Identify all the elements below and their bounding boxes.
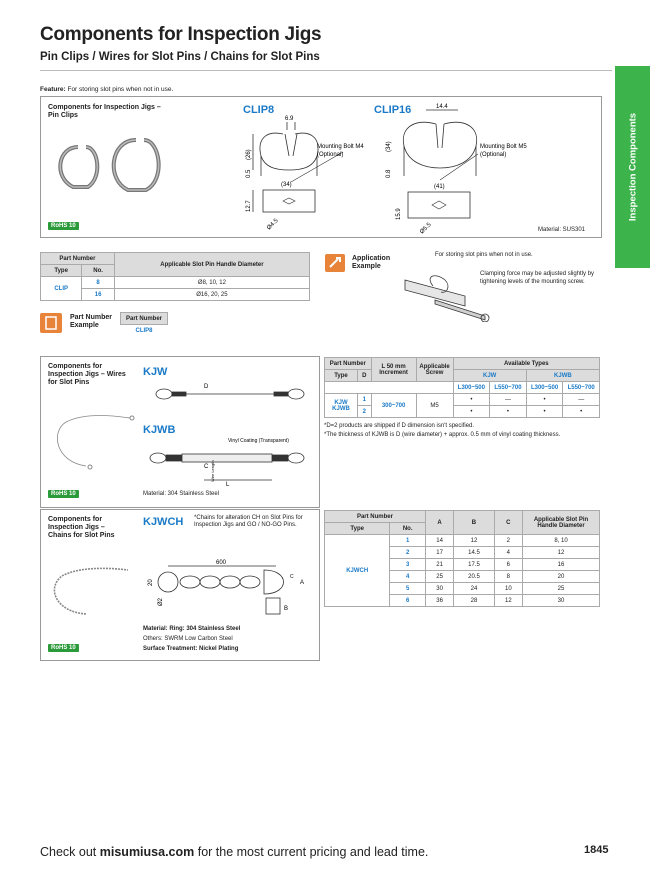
clip16-label: CLIP16 [374,104,412,116]
kjwb-c-label: C [204,464,209,470]
kjw-d-label: D [204,384,209,390]
footer-link[interactable]: misumiusa.com [99,845,195,859]
clip-th-type: Type [41,265,82,277]
chain-a-cell: 36 [425,595,453,607]
clip16-dim-h: (34) [386,141,392,152]
kjwb-label: KJWB [143,424,176,436]
wire-th-d: D [357,370,371,382]
feature-label: Feature: [40,86,66,93]
clip-th-no: No. [82,265,115,277]
chain-no-cell: 2 [390,547,426,559]
chain-c-cell: 4 [494,547,522,559]
wire-d-cell: 1 [357,394,371,406]
chain-no-cell: 6 [390,595,426,607]
table-row [41,289,310,301]
clip-heading: Components for Inspection Jigs – Pin Clips [48,104,161,119]
clip-th-part-number: Part Number [41,253,115,265]
app-example-text1: For storing slot pins when not in use. [435,252,533,258]
chain-rohs-badge: RoHS 10 [48,644,79,652]
wire-th-available: Available Types [453,358,599,370]
clip8-hole [283,198,295,204]
chain-th-a: A [425,511,453,535]
table-row [325,394,600,406]
wrench-icon [325,254,345,272]
wire-type-kjw: KJW [334,399,348,406]
chain-a-cell: 21 [425,559,453,571]
chain-dim-600: 600 [216,560,227,566]
wire-sub-header: L300~500 [453,382,490,394]
kjwb-wire-length-label: Wire Length [210,460,215,482]
kjwch-label: KJWCH [143,516,184,528]
chain-b-cell: 12 [454,535,494,547]
part-number-example-table [120,312,168,336]
clip8-label: CLIP8 [243,104,275,116]
clip16-dim-base: 15.9 [396,208,402,220]
wire-mark-cell: • [563,406,600,418]
chain-th-part-number: Part Number [325,511,426,523]
chain-a-cell: 17 [425,547,453,559]
part-number-example-icon [40,313,62,333]
chain-no-cell: 4 [390,571,426,583]
chain-b-cell: 28 [454,595,494,607]
chain-th-applicable: Applicable Slot Pin Handle Diameter [523,511,600,535]
chain-no-cell: 5 [390,583,426,595]
wire-sub-header: L550~700 [563,382,600,394]
app-example-icon [325,254,345,272]
clip8-dim-phi: Ø4.5 [266,217,280,232]
page-number: 1845 [584,844,609,856]
chain-b-cell: 17.5 [454,559,494,571]
chain-no-cell: 3 [390,559,426,571]
feature-text: For storing slot pins when not in use. [67,86,174,93]
clip8-dim-w: (34) [281,182,292,188]
chain-material-1: Material: Ring: 304 Stainless Steel [143,626,241,632]
app-example-text2: Clamping force may be adjusted slightly by tightening levels of the mounting screw. [480,271,595,285]
chain-c-cell: 12 [494,595,522,607]
chain-dim-a: A [300,580,305,586]
chain-d-cell: 8, 10 [523,535,600,547]
wire-sub-header: L550~700 [490,382,527,394]
clip8-dim-h: (26) [246,149,252,160]
clip8-dim-s: 0.5 [246,169,252,178]
chain-dim-c: C [290,574,294,580]
chain-th-b: B [454,511,494,535]
wire-th-part-number: Part Number [325,358,372,370]
chain-b-cell: 20.5 [454,571,494,583]
chain-material-2: Others: SWRM Low Carbon Steel [143,636,233,642]
clip8-bolt: Mounting Bolt M4 [317,144,364,150]
chain-b-cell: 24 [454,583,494,595]
wire-rohs-badge: RoHS 10 [48,490,79,498]
clip8-optional: (Optional) [317,152,344,158]
kjwb-vinyl-label: Vinyl Coating (Transparent) [228,438,289,444]
wire-mark-cell: • [453,406,490,418]
chain-heading: Components for Inspection Jigs – Chains for Slot Pins [48,516,115,539]
pin-clip-photo [48,132,174,200]
document-icon [40,313,62,333]
wire-th-l: L 50 mm Increment [371,358,416,382]
part-number-example-label: Part Number Example [70,314,113,329]
wire-th-kjwb: KJWB [526,370,599,382]
chain-d-cell: 20 [523,571,600,583]
chain-c-cell: 2 [494,535,522,547]
clip16-bolt: Mounting Bolt M5 [480,144,527,150]
wire-heading: Components for Inspection Jigs – Wires for Slot Pins [48,363,126,386]
side-tab[interactable] [615,66,650,268]
wire-d-cell: 2 [357,406,371,418]
chain-d-cell: 30 [523,595,600,607]
chain-b-cell: 14.5 [454,547,494,559]
kjwb-drawing [144,436,314,486]
chain-a-cell: 25 [425,571,453,583]
clip8-dim-top: 6.9 [285,116,294,122]
page-title: Components for Inspection Jigs [40,24,322,45]
clip-dia-cell: Ø8, 10, 12 [114,277,309,289]
pn-example-head: Part Number [121,313,168,325]
kjw-label: KJW [143,366,168,378]
wire-screw-cell: M5 [416,394,453,418]
clip16-dim-w: (41) [434,184,445,190]
wire-sub-header: L300~500 [526,382,563,394]
feature-line [40,86,173,93]
chain-dim-20: 20 [148,579,154,586]
chain-d-cell: 25 [523,583,600,595]
table-row [325,406,600,418]
clip-material: Material: SUS301 [538,227,586,233]
wire-mark-cell: • [453,394,490,406]
app-example-drawing [395,266,495,322]
chain-no-cell: 1 [390,535,426,547]
footer-pre: Check out [40,845,100,859]
app-example-label: Application Example [352,255,391,270]
clip16-dim-phi: Ø5.5 [419,221,433,236]
chain-th-type: Type [325,523,390,535]
table-row [325,535,600,547]
chain-d-cell: 16 [523,559,600,571]
clip-table [40,252,310,301]
chain-th-c: C [494,511,522,535]
clip-type-cell: CLIP [41,277,82,301]
wire-l-cell: 300~700 [371,394,416,418]
wire-mark-cell: • [490,406,527,418]
clip16-hole [432,201,446,209]
clip-th-applicable: Applicable Slot Pin Handle Diameter [114,253,309,277]
chain-th-no: No. [390,523,426,535]
clip16-dim-top: 14.4 [436,104,448,110]
table-row [41,277,310,289]
wire-type-kjwb: KJWB [332,405,350,412]
page-subtitle: Pin Clips / Wires for Slot Pins / Chains for Slot Pins [40,51,320,63]
footer-post: for the most current pricing and lead time. [194,845,429,859]
clip16-dim-s: 0.8 [386,169,392,178]
wire-material: Material: 304 Stainless Steel [143,491,220,497]
footer-text [40,845,428,859]
wire-table [324,357,600,418]
chain-drawing [140,558,316,620]
chain-a-cell: 30 [425,583,453,595]
chain-phi-2: Ø2 [158,597,164,606]
clip8-dim-base: 12.7 [246,200,252,212]
chain-material-3: Surface Treatment: Nickel Plating [143,646,239,652]
wire-mark-cell: • [526,406,563,418]
chain-a-cell: 14 [425,535,453,547]
kjwb-l-label: L [226,482,230,486]
chain-c-cell: 6 [494,559,522,571]
header-rule [40,70,612,71]
wire-loop-drawing [46,412,136,472]
clip-no-cell: 16 [82,289,115,301]
clip-dia-cell: Ø16, 20, 25 [114,289,309,301]
kjw-drawing [150,378,310,408]
wire-note-1: *D=2 products are shipped if D dimension isn't specified. [324,423,475,429]
chain-table [324,510,600,607]
chain-c-cell: 10 [494,583,522,595]
clip8-drawing [225,112,375,238]
wire-th-type: Type [325,370,358,382]
chain-note: *Chains for alteration CH on Slot Pins for Inspection Jigs and GO / NO-GO Pins. [194,515,303,528]
wire-mark-cell: • [526,394,563,406]
wire-mark-cell: — [490,394,527,406]
wire-th-screw: Applicable Screw [416,358,453,382]
chain-loop-drawing [44,566,134,618]
wire-note-2: *The thickness of KJWB is D (wire diameter) + approx. 0.5 mm of vinyl coating thickness. [324,432,561,438]
clip16-drawing [370,100,550,238]
chain-dim-b: B [284,606,289,612]
clip-no-cell: 8 [82,277,115,289]
chain-c-cell: 8 [494,571,522,583]
clip-rohs-badge: RoHS 10 [48,222,79,230]
wire-th-kjw: KJW [453,370,526,382]
wire-th-spacer [325,382,454,394]
wire-type-cell [325,394,358,418]
pn-example-value: CLIP8 [135,327,153,334]
side-tab-label: Inspection Components [627,112,638,222]
chain-type-cell: KJWCH [325,535,390,607]
wire-mark-cell: — [563,394,600,406]
chain-d-cell: 12 [523,547,600,559]
clip16-optional: (Optional) [480,152,507,158]
